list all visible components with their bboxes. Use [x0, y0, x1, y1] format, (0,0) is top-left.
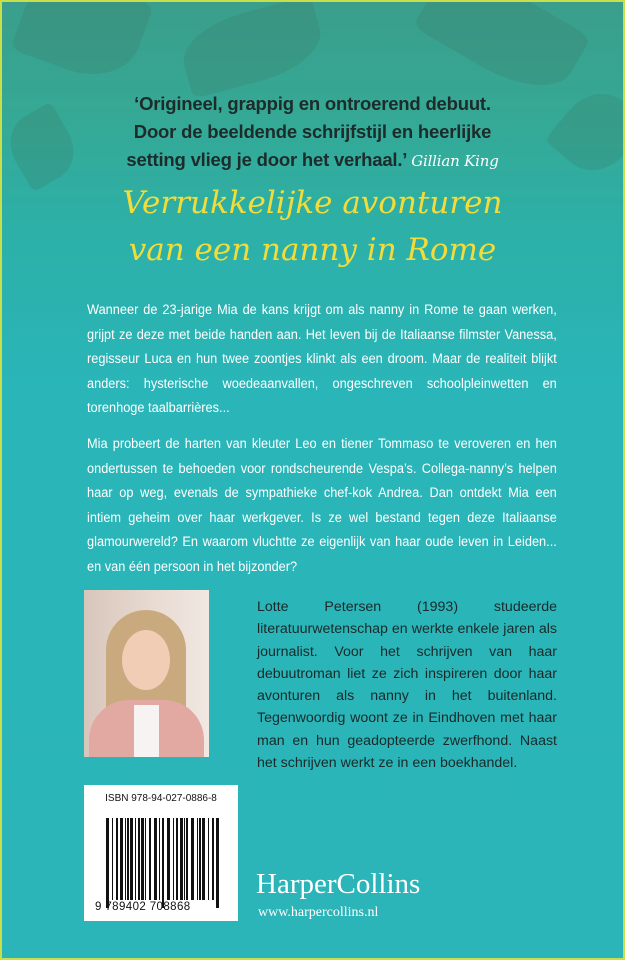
barcode-bar	[154, 818, 157, 900]
barcode-bar	[145, 818, 146, 900]
review-quote	[2, 90, 623, 175]
barcode-bar	[212, 818, 214, 900]
author-bio: Lotte Petersen (1993) studeerde literatuurwetenschap en werkte enkele jaren als journalist. Voor het schrijven van haar debuutroman liet ze zich inspireren door haar avonturen als nanny in het buitenland. Tegenwoordig woont ze in Eindhoven met haar man en hun geadopteerde zwerfhond. Naast het schrijven werkt ze in een boekhandel.	[257, 599, 557, 772]
barcode-bar	[138, 818, 140, 900]
leaf-decoration	[175, 2, 328, 99]
leaf-decoration	[10, 2, 154, 90]
tagline-line: Verrukkelijke avonturen	[122, 185, 503, 221]
barcode-bar	[176, 818, 178, 900]
barcode-bar	[112, 818, 113, 900]
blurb-paragraph: Mia probeert de harten van kleuter Leo en tiener Tommaso te veroveren en hen ondertussen te behoeden voor rondscheurende Vespa’s. Collega-nanny’s helpen haar op weg, evenals de sympathieke chef-kok Andrea. Dan ontdekt Mia een intiem geheim over haar werkgever. Is ze wel bestand tegen deze Italiaanse glamourwereld? En waarom vluchtte ze eigenlijk van haar oude leven in Leiden... en van één persoon in het bijzonder?	[87, 436, 557, 575]
barcode-bar	[199, 818, 201, 900]
barcode-bar	[186, 818, 188, 900]
publisher-logo: HarperCollins	[256, 868, 421, 900]
barcode-bar	[167, 818, 170, 900]
barcode-bar	[130, 818, 133, 900]
barcode-bar	[208, 818, 209, 900]
barcode-bar	[127, 818, 129, 900]
barcode-bar	[125, 818, 126, 900]
barcode-bar	[173, 818, 174, 900]
author-photo	[84, 590, 209, 757]
barcode-bar	[116, 818, 118, 900]
barcode-bar	[120, 818, 123, 900]
barcode-bar	[202, 818, 205, 900]
book-back-cover	[2, 2, 623, 958]
isbn-barcode	[84, 785, 238, 921]
barcode-bar	[191, 818, 194, 900]
barcode-bar	[197, 818, 198, 900]
tagline	[2, 180, 623, 274]
quote-attribution: Gillian King	[411, 152, 499, 170]
tagline-line: van een nanny in Rome	[128, 232, 497, 268]
barcode-digits: 9 789402 708868	[95, 901, 191, 913]
barcode-bar	[135, 818, 136, 900]
barcode-bar	[149, 818, 151, 900]
barcode-bar	[162, 818, 164, 908]
isbn-label: ISBN 978-94-027-0886-8	[105, 793, 217, 804]
barcode-bar	[159, 818, 160, 900]
barcode-bar	[180, 818, 183, 900]
quote-line: setting vlieg je door het verhaal.’	[126, 149, 407, 170]
barcode-bar	[216, 818, 219, 908]
barcode-bar	[106, 818, 109, 908]
quote-line: Door de beeldende schrijfstijl en heerlijke	[133, 121, 492, 142]
barcode-bar	[184, 818, 185, 900]
quote-line: ‘Origineel, grappig en ontroerend debuut.	[134, 93, 491, 114]
barcode-bars	[106, 818, 221, 903]
barcode-bar	[141, 818, 144, 900]
publisher-url: www.harpercollins.nl	[258, 905, 379, 920]
blurb-paragraph: Wanneer de 23-jarige Mia de kans krijgt om als nanny in Rome te gaan werken, grijpt ze deze met beide handen aan. Het leven bij de Italiaanse filmster Vanessa, regisseur Luca en hun twee zoontjes klinkt als een droom. Maar de realiteit blijkt anders: hysterische woedeaanvallen, ongeschreven schoolpleinwetten en torenhoge taalbarrières...	[87, 302, 557, 416]
